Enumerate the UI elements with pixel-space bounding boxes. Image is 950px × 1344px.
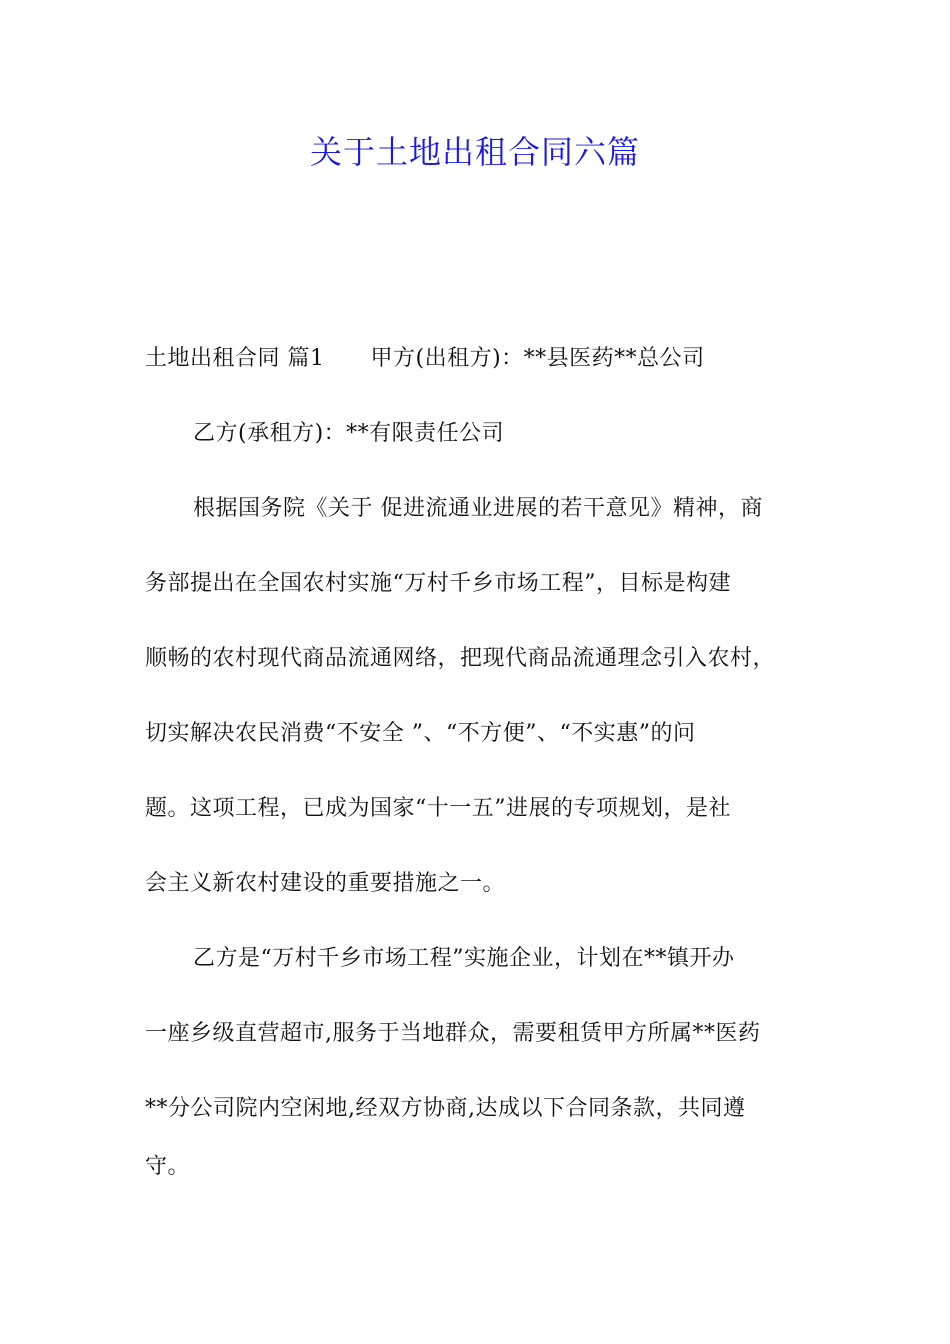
paragraph-2-line: **分公司院内空闲地,经双方协商,达成以下合同条款，共同遵 <box>145 1096 746 1121</box>
contract-heading-label: 土地出租合同 篇1 <box>145 346 325 371</box>
paragraph-1-line: 顺畅的农村现代商品流通网络，把现代商品流通理念引入农村， <box>145 646 776 671</box>
paragraph-2-line: 乙方是“万村千乡市场工程”实施企业，计划在**镇开办 <box>193 946 735 971</box>
paragraph-1-line: 根据国务院《关于 促进流通业进展的若干意见》精神，商 <box>193 496 763 521</box>
heading-line <box>145 344 815 374</box>
paragraph-2-line: 一座乡级直营超市,服务于当地群众，需要租赁甲方所属**医药 <box>145 1021 761 1046</box>
party-b-text: 乙方(承租方)：**有限责任公司 <box>193 421 505 446</box>
document-title: 关于土地出租合同六篇 <box>309 133 640 171</box>
paragraph-2-line: 守。 <box>145 1154 191 1179</box>
party-a-text: 甲方(出租方)：**县医药**总公司 <box>370 346 705 371</box>
paragraph-1-line: 会主义新农村建设的重要措施之一。 <box>145 871 506 896</box>
paragraph-1-line: 题。这项工程，已成为国家“十一五”进展的专项规划，是社 <box>145 796 731 821</box>
paragraph-1-line: 切实解决农民消费“不安全 ”、“不方便”、“不实惠”的问 <box>145 721 696 746</box>
paragraph-1-line: 务部提出在全国农村实施“万村千乡市场工程”，目标是构建 <box>145 571 731 596</box>
